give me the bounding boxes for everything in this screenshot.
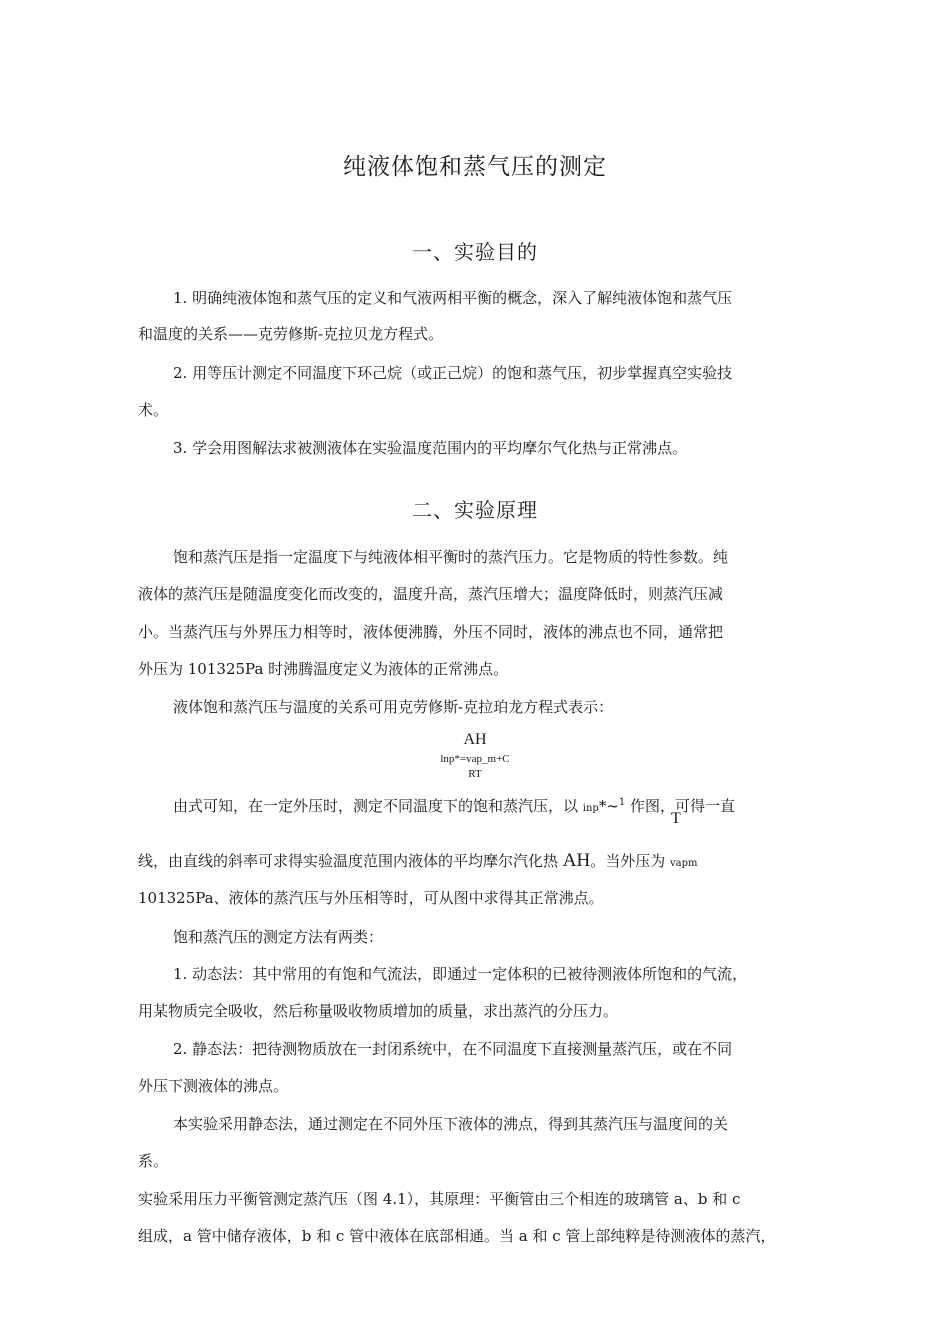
principle-p1-line-4: 外压为 101325Pa 时沸腾温度定义为液体的正常沸点。 xyxy=(138,660,509,678)
principle-p2: 液体饱和蒸汽压与温度的关系可用克劳修斯-克拉珀龙方程式表示： xyxy=(173,698,614,716)
p4-text-b: 。当外压为 xyxy=(590,852,671,870)
principle-p4 xyxy=(138,850,698,872)
method-2-line-2: 外压下测液体的沸点。 xyxy=(138,1077,289,1095)
p3-text-c: 作图，可得一直 xyxy=(625,797,736,815)
p3-sup: 1 xyxy=(618,797,626,808)
objective-line-5: 3. 学会用图解法求被测液体在实验温度范围内的平均摩尔气化热与正常沸点。 xyxy=(173,439,688,457)
p3-text-a: 由式可知，在一定外压时，测定不同温度下的饱和蒸汽压，以 xyxy=(173,797,583,815)
section-heading-objectives: 一、实验目的 xyxy=(412,240,538,264)
p3-text-b: *~ xyxy=(598,797,619,815)
p4-vapm: vapm xyxy=(670,858,698,869)
objective-line-4: 术。 xyxy=(138,401,169,419)
page-title: 纯液体饱和蒸气压的测定 xyxy=(343,154,607,180)
formula-numerator: AH xyxy=(463,731,487,748)
method-1-line-2: 用某物质完全吸收，然后称量吸收物质增加的质量，求出蒸汽的分压力。 xyxy=(138,1002,619,1020)
principle-p1-line-3: 小。当蒸汽压与外界压力相等时，液体便沸腾，外压不同时，液体的沸点也不同，通常把 xyxy=(138,623,724,641)
objective-line-2: 和温度的关系——克劳修斯-克拉贝龙方程式。 xyxy=(138,325,444,343)
p4-text-a: 线，由直线的斜率可求得实验温度范围内液体的平均摩尔汽化热 xyxy=(138,852,563,870)
objective-line-1: 1. 明确纯液体饱和蒸气压的定义和气液两相平衡的概念，深入了解纯液体饱和蒸气压 xyxy=(173,289,733,307)
p4-ah: AH xyxy=(562,850,591,871)
principle-p6: 饱和蒸汽压的测定方法有两类： xyxy=(173,928,384,946)
principle-p1-line-2: 液体的蒸汽压是随温度变化而改变的，温度升高，蒸汽压增大；温度降低时，则蒸汽压减 xyxy=(138,585,724,603)
principle-p7-line-1: 本实验采用静态法，通过测定在不同外压下液体的沸点，得到其蒸汽压与温度间的关 xyxy=(173,1115,729,1133)
p3-t-denominator: T xyxy=(671,810,681,827)
p3-inp: inp xyxy=(582,803,599,814)
formula-main: lnp*=vap_m+C xyxy=(440,753,510,765)
principle-p8-line-2: 组成，a 管中储存液体，b 和 c 管中液体在底部相通。当 a 和 c 管上部纯粹是待测液体的蒸汽， xyxy=(138,1227,776,1245)
principle-p3 xyxy=(173,795,735,816)
principle-p1-line-1: 饱和蒸汽压是指一定温度下与纯液体相平衡时的蒸汽压力。它是物质的特性参数。纯 xyxy=(173,548,729,566)
principle-p7-line-2: 系。 xyxy=(138,1152,169,1170)
method-1-line-1: 1. 动态法：其中常用的有饱和气流法，即通过一定体积的已被待测液体所饱和的气流， xyxy=(173,965,748,983)
formula-denominator: RT xyxy=(468,768,482,780)
objective-line-3: 2. 用等压计测定不同温度下环己烷（或正己烷）的饱和蒸气压，初步掌握真空实验技 xyxy=(173,364,733,382)
principle-p5: 101325Pa、液体的蒸汽压与外压相等时，可从图中求得其正常沸点。 xyxy=(138,889,604,907)
method-2-line-1: 2. 静态法：把待测物质放在一封闭系统中，在不同温度下直接测量蒸汽压，或在不同 xyxy=(173,1040,733,1058)
principle-p8-line-1: 实验采用压力平衡管测定蒸汽压（图 4.1），其原理：平衡管由三个相连的玻璃管 a、b 和 c xyxy=(138,1190,741,1208)
section-heading-principle: 二、实验原理 xyxy=(412,498,538,522)
